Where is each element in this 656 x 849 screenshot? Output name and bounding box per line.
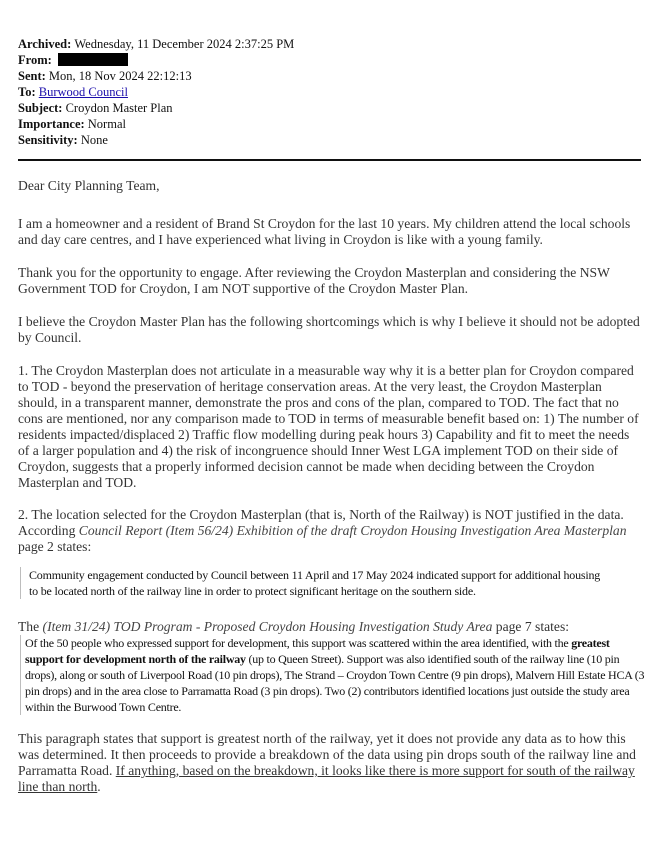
analysis-end: . [97, 779, 101, 794]
sent-value: Mon, 18 Nov 2024 22:12:13 [48, 69, 192, 83]
sent-row [18, 68, 294, 84]
point-2-text: 2. The location selected for the Croydon Masterplan (that is, North of the Railway) is NOT justified in the data. According [18, 507, 624, 538]
email-header [18, 36, 294, 148]
tod-program-reference: (Item 31/24) TOD Program - Proposed Croydon Housing Investigation Study Area [42, 619, 493, 634]
sensitivity-row [18, 132, 294, 148]
header-divider [18, 159, 641, 161]
to-row [18, 84, 294, 100]
archived-value: Wednesday, 11 December 2024 2:37:25 PM [74, 37, 295, 51]
from-row [18, 52, 294, 68]
sensitivity-value: None [80, 133, 108, 147]
importance-value: Normal [87, 117, 126, 131]
tod-prefix: The [18, 619, 43, 634]
from-label: From: [18, 53, 55, 67]
redaction-box [58, 53, 128, 66]
analysis-text: This paragraph states that support is greatest north of the railway, yet it does not provide any data as to how this was determined. It then proceeds to provide a breakdown of the data using pin drops south of the railway line and Parramatta Road. [18, 731, 636, 778]
subject-row [18, 100, 294, 116]
quote-line: to be located north of the railway line in order to protect significant heritage on the southern side. [29, 584, 476, 598]
archived-label: Archived: [18, 37, 75, 51]
tod-suffix: page 7 states: [492, 619, 570, 634]
sent-label: Sent: [18, 69, 49, 83]
greeting: Dear City Planning Team, [18, 178, 160, 193]
to-label: To: [18, 85, 39, 99]
to-recipient-link[interactable]: Burwood Council [38, 85, 128, 99]
archived-row [18, 36, 294, 52]
quote-text: (up to Queen Street). Support was also identified south of the railway line (10 pin drops), along or south of Liverpool Road (10 pin drops), The Strand – Croydon Town Centre (9 pin drops), Malvern Hill Estate HCA (3 pin drops) and in the area close to Parramatta Road (3 pin drops). Two (2) contributors identified locations just outside the study area within the Burwood Town Centre. [25, 652, 645, 714]
point-2-suffix: page 2 states: [18, 539, 92, 554]
quote-tod-program [20, 635, 645, 715]
paragraph-point-2 [18, 507, 642, 555]
quote-bold-text: greatest support for development north of the railway [25, 636, 610, 666]
underlined-conclusion: If anything, based on the breakdown, it looks like there is more support for south of the railway line than north [18, 763, 635, 794]
council-report-reference: Council Report (Item 56/24) Exhibition of the draft Croydon Housing Investigation Area Masterplan [78, 523, 627, 538]
quote-council-report [20, 567, 645, 599]
paragraph-point-1: 1. The Croydon Masterplan does not articulate in a measurable way why it is a better plan for Croydon compared to TOD - beyond the preservation of heritage conservation areas. At the very least, the Croydon Masterplan should, in a transparent manner, demonstrate the pros and cons of the plan, compared to TOD. The fact that no cons are mentioned, nor any comparison made to TOD in terms of measurable benefit based on: 1) The number of residents impacted/displaced 2) Traffic flow modelling during peak hours 3) Capability and fit to meet the needs of a larger population and 4) the risk of incongruence should Inner West LGA implement TOD on their side of Croydon, suggests that a properly informed decision cannot be made when deciding between the Croydon Masterplan and TOD. [18, 363, 639, 490]
importance-row [18, 116, 294, 132]
paragraph-analysis [18, 731, 642, 795]
importance-label: Importance: [18, 117, 88, 131]
paragraph-tod-reference [18, 619, 642, 635]
subject-value: Croydon Master Plan [65, 101, 173, 115]
quote-text: Of the 50 people who expressed support for development, this support was scattered within the area identified, with the [25, 636, 572, 650]
paragraph-shortcomings: I believe the Croydon Master Plan has the following shortcomings which is why I believe it should not be adopted by Council. [18, 314, 640, 345]
quote-line: Community engagement conducted by Council between 11 April and 17 May 2024 indicated support for additional housing [29, 568, 601, 582]
subject-label: Subject: [18, 101, 66, 115]
sensitivity-label: Sensitivity: [18, 133, 81, 147]
paragraph-position: Thank you for the opportunity to engage. After reviewing the Croydon Masterplan and considering the NSW Government TOD for Croydon, I am NOT supportive of the Croydon Master Plan. [18, 265, 610, 296]
paragraph-intro: I am a homeowner and a resident of Brand St Croydon for the last 10 years. My children attend the local schools and day care centres, and I have experienced what living in Croydon is like with a young family. [18, 216, 631, 247]
